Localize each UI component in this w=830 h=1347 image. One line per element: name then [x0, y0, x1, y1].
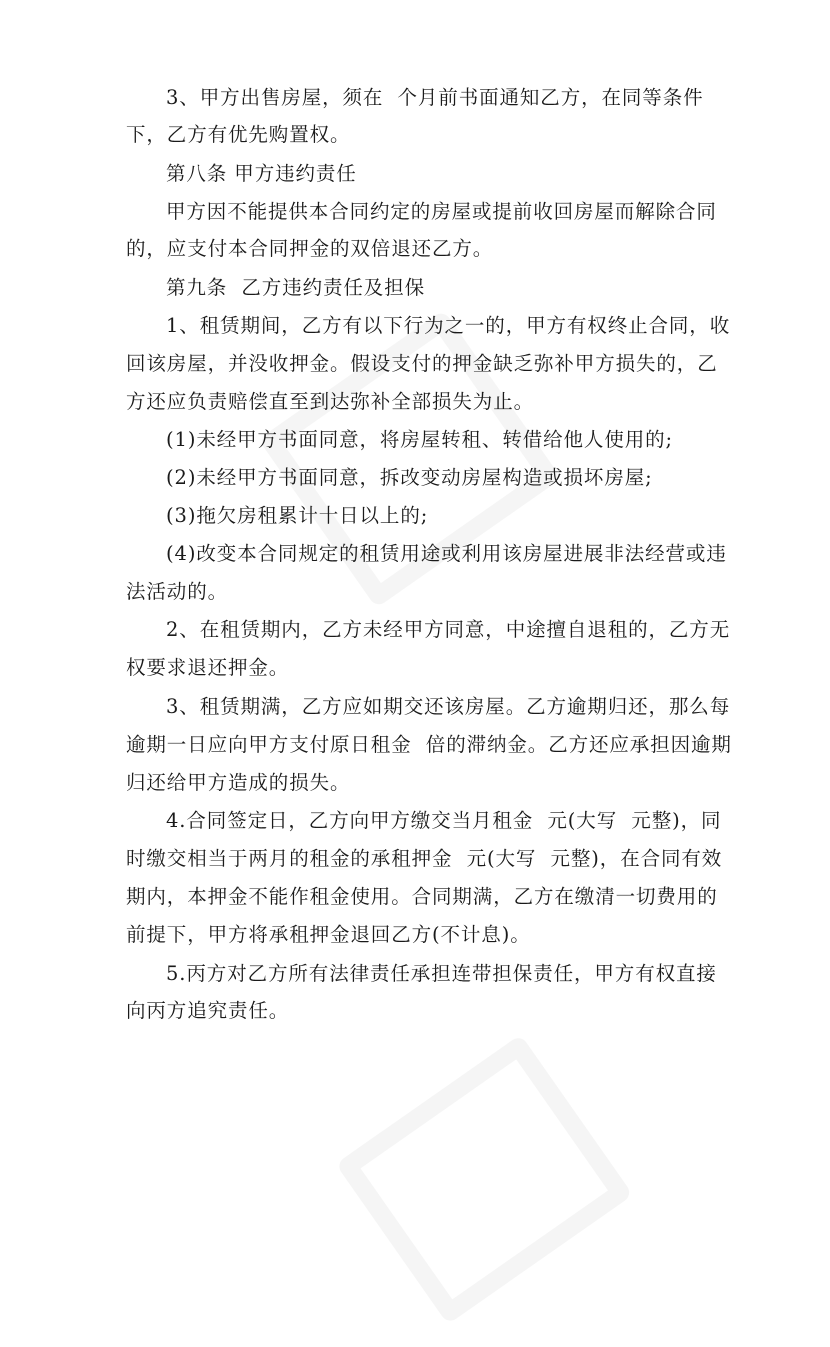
- paragraph-line: 权要求退还押金。: [126, 656, 290, 679]
- paragraph-line: 下，乙方有优先购置权。: [126, 123, 351, 146]
- paragraph-line: 逾期一日应向甲方支付原日租金 倍的滞纳金。乙方还应承担因逾期: [126, 733, 732, 756]
- paragraph-line: 4.合同签定日，乙方向甲方缴交当月租金 元(大写 元整)，同: [166, 809, 722, 832]
- section-heading: 第九条 乙方违约责任及担保: [166, 276, 425, 299]
- paragraph-line: 期内，本押金不能作租金使用。合同期满，乙方在缴清一切费用的: [126, 885, 718, 908]
- paragraph-line: 方还应负责赔偿直至到达弥补全部损失为止。: [126, 390, 535, 413]
- paragraph-line: 回该房屋，并没收押金。假设支付的押金缺乏弥补甲方损失的，乙: [126, 352, 718, 375]
- paragraph-line: 2、在租赁期内，乙方未经甲方同意，中途擅自退租的，乙方无: [166, 618, 731, 641]
- paragraph-line: 5.丙方对乙方所有法律责任承担连带担保责任，甲方有权直接: [166, 962, 717, 985]
- paragraph-line: 3、租赁期满，乙方应如期交还该房屋。乙方逾期归还，那么每: [166, 695, 731, 718]
- paragraph-line: 甲方因不能提供本合同约定的房屋或提前收回房屋而解除合同: [166, 200, 717, 223]
- paragraph-line: 前提下，甲方将承租押金退回乙方(不计息)。: [126, 923, 531, 946]
- section-heading: 第八条 甲方违约责任: [166, 162, 357, 185]
- watermark-logo: [280, 982, 640, 1318]
- paragraph-line: 归还给甲方造成的损失。: [126, 771, 351, 794]
- paragraph-line: 法活动的。: [126, 580, 229, 603]
- paragraph-line: 向丙方追究责任。: [126, 999, 290, 1022]
- list-item: (2)未经甲方书面同意，拆改变动房屋构造或损坏房屋;: [166, 466, 653, 489]
- paragraph-line: 时缴交相当于两月的租金的承租押金 元(大写 元整)，在合同有效: [126, 847, 723, 870]
- paragraph-line: 的，应支付本合同押金的双倍退还乙方。: [126, 237, 494, 260]
- list-item: (3)拖欠房租累计十日以上的;: [166, 504, 429, 527]
- paragraph-line: 1、租赁期间，乙方有以下行为之一的，甲方有权终止合同，收: [166, 314, 731, 337]
- list-item: (1)未经甲方书面同意，将房屋转租、转借给他人使用的;: [166, 428, 673, 451]
- list-item: (4)改变本合同规定的租赁用途或利用该房屋进展非法经营或违: [166, 542, 727, 565]
- paragraph-line: 3、甲方出售房屋，须在 个月前书面通知乙方，在同等条件: [166, 86, 704, 109]
